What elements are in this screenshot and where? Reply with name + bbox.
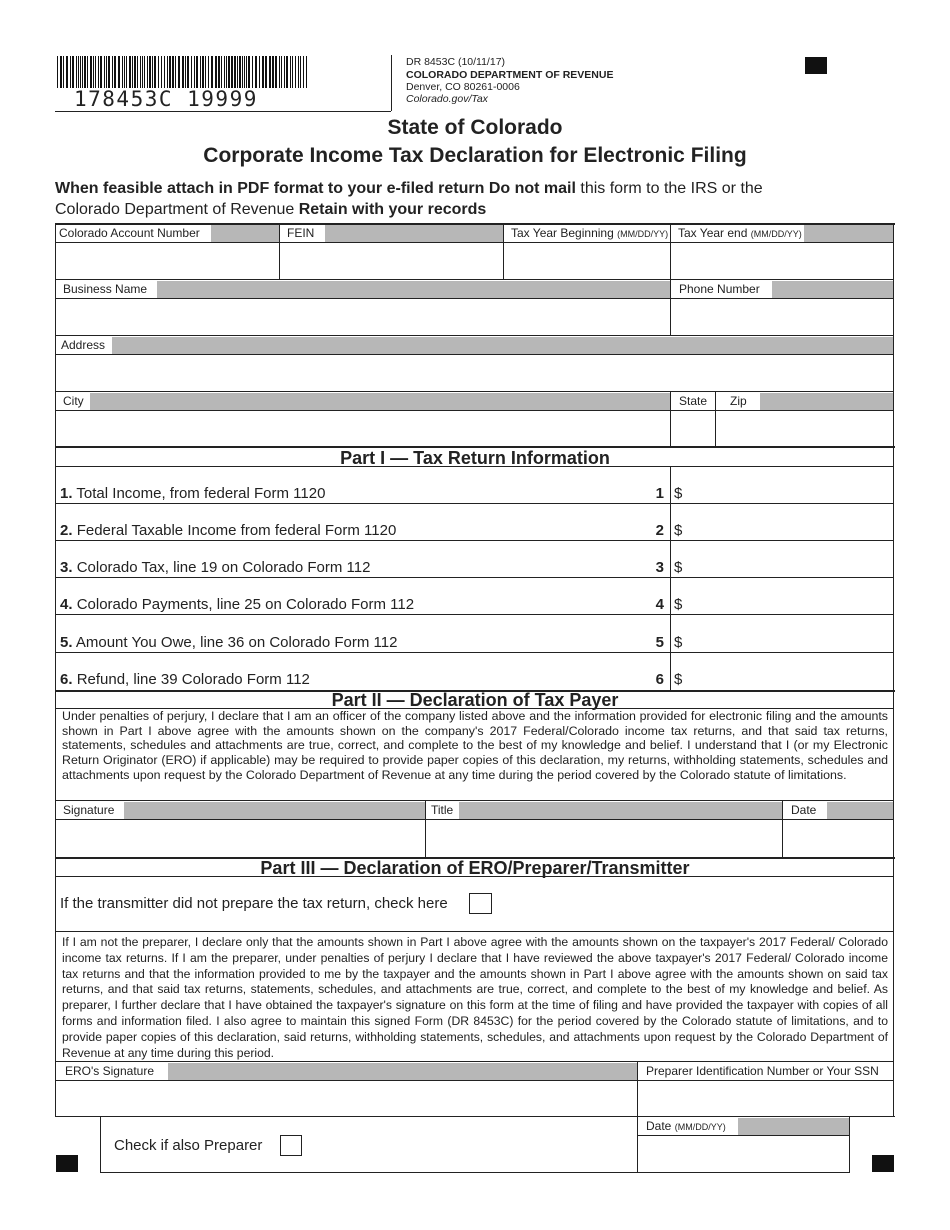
barcode-bar	[169, 56, 171, 88]
line-1-ref: 1	[655, 485, 664, 502]
barcode-bar	[57, 56, 58, 88]
address-input[interactable]	[57, 356, 892, 390]
barcode-bar	[84, 56, 86, 88]
department-name: COLORADO DEPARTMENT OF REVENUE	[406, 69, 614, 81]
form-left-border	[55, 223, 56, 1116]
barcode-bar	[108, 56, 110, 88]
divider	[55, 279, 894, 280]
barcode-bar	[281, 56, 282, 88]
barcode-bar	[100, 56, 102, 88]
barcode-bar	[144, 56, 145, 88]
label-bar	[90, 393, 670, 410]
line-3-ref: 3	[655, 559, 664, 576]
part3-declaration: If I am not the preparer, I declare only that the amounts shown in Part I above agree with the amounts shown on the taxpayer's 2017 Federal/ Colorado income tax returns. If I am the preparer, under penalties of perjury I declare that I have reviewed the above taxpayer's 2017 Federal/ Colorado income tax returns and that the information provided to me by the taxpayer and the amounts shown in Part I above agree with the amounts shown on said tax returns, and that said tax returns, statements, schedules, and attachments are true, correct, and complete to the best of my knowledge and belief. As preparer, I further declare that I have obtained the taxpayer's signature on this form at the time of filing and have provided the taxpayer with copies of all forms and information filed. I also agree to maintain this signed Form (DR 8453C) for the period covered by the Colorado statute of limitations, and to provide paper copies of this declaration, said returns, withholding statements, schedules, and attachments upon request by the Colorado Department of Revenue at any time during this period.	[62, 935, 888, 1060]
line-2-amount-input[interactable]	[686, 505, 892, 539]
barcode-bar	[63, 56, 64, 88]
divider	[55, 931, 894, 932]
barcode-bar	[306, 56, 307, 88]
barcode-bar	[275, 56, 277, 88]
line-text: Federal Taxable Income from federal Form 1120	[76, 522, 397, 539]
barcode-bar	[272, 56, 274, 88]
barcode-bar	[284, 56, 285, 88]
line-4-ref: 4	[655, 596, 664, 613]
divider	[55, 876, 894, 877]
tax-year-end-input[interactable]	[672, 244, 892, 278]
form-right-border	[893, 223, 894, 1116]
barcode-bar	[98, 56, 99, 88]
divider	[55, 1116, 895, 1117]
also-preparer-label: Check if also Preparer	[114, 1137, 263, 1154]
label-bar	[325, 225, 503, 242]
transmitter-check-label: If the transmitter did not prepare the tax return, check here	[60, 895, 448, 912]
line-number: 1.	[60, 485, 73, 502]
divider	[782, 800, 783, 857]
line-number: 4.	[60, 596, 73, 613]
department-address: Denver, CO 80261-0006	[406, 81, 520, 93]
barcode-bar	[196, 56, 198, 88]
signature-label: Signature	[63, 803, 115, 817]
address-label: Address	[61, 338, 106, 352]
barcode-bar	[70, 56, 71, 88]
barcode-bar	[72, 56, 74, 88]
title-label: Title	[431, 803, 454, 817]
divider	[55, 335, 894, 336]
phone-number-label: Phone Number	[679, 282, 760, 296]
line-2-currency: $	[674, 522, 683, 539]
tax-year-end-format: (MM/DD/YY)	[750, 229, 802, 239]
barcode-bar	[172, 56, 174, 88]
barcode-bar	[259, 56, 260, 88]
part1-title: Part I — Tax Return Information	[340, 448, 610, 468]
line-number: 6.	[60, 671, 73, 688]
ero-signature-label: ERO's Signature	[65, 1064, 154, 1078]
barcode-number: 178453C 19999	[74, 87, 258, 111]
label-bar	[124, 802, 425, 819]
preparer-date-format: (MM/DD/YY)	[674, 1122, 726, 1132]
line-2-ref: 2	[655, 522, 664, 539]
divider	[670, 391, 671, 446]
divider	[849, 1116, 850, 1173]
instructions-text-2: Colorado Department of Revenue	[55, 201, 299, 218]
barcode	[57, 56, 309, 88]
part2-declaration: Under penalties of perjury, I declare that I am an officer of the company listed above and the information provided for electronic filing and the amounts shown in Part I above agree with the amounts shown on the company's 2017 Federal/Colorado income tax returns, and that said tax returns, statements, schedules and attachments are true, correct, and complete to the best of my knowledge and belief. I understand that I (or my Electronic Return Originator (ERO) if applicable) may be required to provide paper copies of this declaration, my returns, withholding statements, schedules and attachments upon request by the Colorado Department of Revenue at any time during the period covered by the Colorado statute of limitations.	[62, 709, 888, 782]
instructions-text-1: this form to the IRS or the	[575, 180, 763, 197]
preparer-date-input[interactable]	[639, 1137, 847, 1171]
tax-year-end-label	[678, 226, 802, 241]
preparer-id-label: Preparer Identification Number or Your SSN	[646, 1064, 879, 1078]
barcode-bar	[269, 56, 271, 88]
tax-year-begin-input[interactable]	[505, 244, 668, 278]
barcode-bar	[124, 56, 125, 88]
barcode-bar	[78, 56, 79, 88]
barcode-bar	[167, 56, 168, 88]
barcode-bar	[239, 56, 241, 88]
form-title-state: State of Colorado	[387, 116, 563, 139]
line-text: Refund, line 39 Colorado Form 112	[76, 671, 310, 688]
barcode-bar	[140, 56, 141, 88]
line-number: 3.	[60, 559, 73, 576]
state-label: State	[679, 394, 708, 408]
line-1-label	[60, 485, 325, 503]
line-5-currency: $	[674, 634, 683, 651]
barcode-bar	[178, 56, 180, 88]
barcode-bar	[226, 56, 227, 88]
line-5-ref: 5	[655, 634, 664, 651]
barcode-bar	[60, 56, 62, 88]
barcode-bar	[248, 56, 250, 88]
barcode-bar	[126, 56, 127, 88]
line-4-currency: $	[674, 596, 683, 613]
barcode-bar	[132, 56, 133, 88]
line-4-label	[60, 596, 414, 614]
line-text: Colorado Tax, line 19 on Colorado Form 112	[76, 559, 371, 576]
divider	[670, 224, 671, 279]
barcode-bar	[118, 56, 120, 88]
part2-title: Part II — Declaration of Tax Payer	[331, 690, 619, 710]
divider	[715, 391, 716, 446]
also-preparer-checkbox[interactable]	[280, 1135, 302, 1156]
barcode-bar	[265, 56, 267, 88]
barcode-bar	[279, 56, 280, 88]
barcode-bar	[300, 56, 301, 88]
line-text: Colorado Payments, line 25 on Colorado Form 112	[76, 596, 415, 613]
registration-mark	[56, 1155, 78, 1172]
barcode-bar	[208, 56, 209, 88]
barcode-bar	[137, 56, 138, 88]
barcode-bar	[215, 56, 217, 88]
divider	[670, 466, 671, 690]
barcode-bar	[182, 56, 184, 88]
divider	[55, 819, 894, 820]
barcode-bar	[66, 56, 68, 88]
barcode-bar	[80, 56, 81, 88]
barcode-bar	[154, 56, 156, 88]
divider	[100, 1172, 850, 1173]
fein-input[interactable]	[281, 244, 501, 278]
divider	[670, 279, 671, 335]
barcode-bar	[194, 56, 195, 88]
instructions-bold-1: When feasible attach in PDF format to your e-filed return Do not mail	[55, 180, 576, 197]
barcode-bar	[191, 56, 192, 88]
barcode-bar	[255, 56, 257, 88]
barcode-bar	[228, 56, 230, 88]
account-number-label: Colorado Account Number	[59, 226, 200, 240]
account-number-input[interactable]	[57, 244, 277, 278]
barcode-bar	[237, 56, 238, 88]
tax-year-end-text: Tax Year end	[678, 226, 748, 240]
divider	[637, 1061, 638, 1173]
barcode-bar	[152, 56, 153, 88]
city-label: City	[63, 394, 84, 408]
barcode-bar	[303, 56, 304, 88]
zip-input[interactable]	[717, 412, 892, 445]
divider	[55, 354, 894, 355]
barcode-bar	[76, 56, 77, 88]
label-bar	[760, 393, 893, 410]
barcode-bar	[147, 56, 148, 88]
label-bar	[157, 281, 670, 298]
barcode-underline	[55, 111, 391, 112]
barcode-bar	[242, 56, 243, 88]
line-6-amount-input[interactable]	[686, 654, 892, 689]
preparer-date-label	[646, 1119, 726, 1134]
barcode-bar	[295, 56, 296, 88]
divider	[55, 1061, 894, 1062]
title-input[interactable]	[427, 821, 780, 856]
line-6-currency: $	[674, 671, 683, 688]
barcode-bar	[224, 56, 225, 88]
line-3-amount-input[interactable]	[686, 542, 892, 576]
zip-label: Zip	[730, 394, 747, 408]
divider	[55, 298, 894, 299]
barcode-bar	[200, 56, 201, 88]
barcode-bar	[234, 56, 236, 88]
barcode-bar	[106, 56, 107, 88]
barcode-bar	[114, 56, 116, 88]
barcode-bar	[95, 56, 96, 88]
divider	[55, 540, 894, 541]
line-2-label	[60, 522, 396, 540]
form-title: Corporate Income Tax Declaration for Electronic Filing	[203, 144, 747, 167]
divider	[425, 800, 426, 857]
state-input[interactable]	[672, 412, 713, 445]
divider	[55, 614, 894, 615]
divider	[55, 800, 894, 801]
line-3-label	[60, 559, 370, 577]
label-bar	[459, 802, 782, 819]
line-number: 5.	[60, 634, 73, 651]
barcode-bar	[134, 56, 136, 88]
part3-title: Part III — Declaration of ERO/Preparer/Transmitter	[260, 858, 690, 878]
divider	[55, 503, 894, 504]
registration-mark	[872, 1155, 894, 1172]
fein-label: FEIN	[287, 226, 315, 240]
line-text: Amount You Owe, line 36 on Colorado Form 112	[75, 634, 398, 651]
barcode-bar	[218, 56, 220, 88]
barcode-bar	[262, 56, 264, 88]
divider	[55, 652, 894, 653]
divider	[55, 466, 894, 467]
instructions	[55, 178, 895, 220]
barcode-bar	[185, 56, 186, 88]
line-1-currency: $	[674, 485, 683, 502]
barcode-bar	[202, 56, 204, 88]
barcode-bar	[246, 56, 247, 88]
instructions-bold-2: Retain with your records	[298, 201, 487, 218]
line-number: 2.	[60, 522, 73, 539]
barcode-bar	[93, 56, 94, 88]
line-4-amount-input[interactable]	[686, 579, 892, 613]
label-bar	[112, 337, 893, 354]
line-5-label	[60, 634, 397, 652]
business-name-label: Business Name	[63, 282, 148, 296]
header-divider	[391, 55, 392, 111]
barcode-bar	[104, 56, 105, 88]
barcode-bar	[129, 56, 131, 88]
line-5-amount-input[interactable]	[686, 616, 892, 651]
business-name-input[interactable]	[57, 300, 668, 334]
barcode-bar	[87, 56, 88, 88]
barcode-bar	[112, 56, 113, 88]
tax-year-begin-label	[511, 226, 668, 241]
barcode-bar	[161, 56, 162, 88]
department-website: Colorado.gov/Tax	[406, 93, 488, 105]
tax-year-begin-format: (MM/DD/YY)	[617, 229, 669, 239]
line-6-label	[60, 671, 310, 689]
label-bar	[827, 802, 893, 819]
barcode-bar	[142, 56, 143, 88]
line-text: Total Income, from federal Form 1120	[76, 485, 326, 502]
ero-signature-input[interactable]	[57, 1082, 635, 1115]
label-bar	[211, 225, 279, 242]
city-input[interactable]	[57, 412, 668, 445]
barcode-bar	[90, 56, 92, 88]
barcode-bar	[187, 56, 189, 88]
line-1-amount-input[interactable]	[686, 468, 892, 502]
barcode-bar	[164, 56, 165, 88]
divider	[503, 224, 504, 279]
label-bar	[772, 281, 893, 298]
preparer-id-input[interactable]	[639, 1082, 892, 1115]
divider	[55, 242, 894, 243]
form-id: DR 8453C (10/11/17)	[406, 56, 506, 68]
divider	[55, 391, 894, 392]
label-bar	[738, 1118, 849, 1135]
barcode-bar	[298, 56, 299, 88]
divider	[55, 1080, 894, 1081]
signature-input[interactable]	[57, 821, 423, 856]
transmitter-checkbox[interactable]	[469, 893, 492, 914]
divider	[100, 1116, 101, 1173]
registration-mark	[805, 57, 827, 74]
line-3-currency: $	[674, 559, 683, 576]
divider	[637, 1135, 849, 1136]
phone-number-input[interactable]	[672, 300, 892, 334]
date-input[interactable]	[784, 821, 892, 856]
divider	[55, 577, 894, 578]
barcode-bar	[82, 56, 83, 88]
barcode-bar	[252, 56, 253, 88]
label-bar	[804, 225, 893, 242]
barcode-bar	[231, 56, 233, 88]
divider	[55, 410, 894, 411]
barcode-bar	[286, 56, 288, 88]
date-label: Date	[791, 803, 817, 817]
barcode-bar	[211, 56, 213, 88]
barcode-bar	[244, 56, 245, 88]
barcode-bar	[292, 56, 293, 88]
barcode-bar	[149, 56, 151, 88]
label-bar	[168, 1063, 637, 1080]
barcode-bar	[221, 56, 222, 88]
barcode-bar	[205, 56, 206, 88]
barcode-bar	[122, 56, 123, 88]
divider	[279, 224, 280, 279]
tax-year-begin-text: Tax Year Beginning	[511, 226, 614, 240]
preparer-date-text: Date	[646, 1119, 672, 1133]
barcode-bar	[175, 56, 176, 88]
barcode-bar	[290, 56, 291, 88]
line-6-ref: 6	[655, 671, 664, 688]
barcode-bar	[158, 56, 159, 88]
